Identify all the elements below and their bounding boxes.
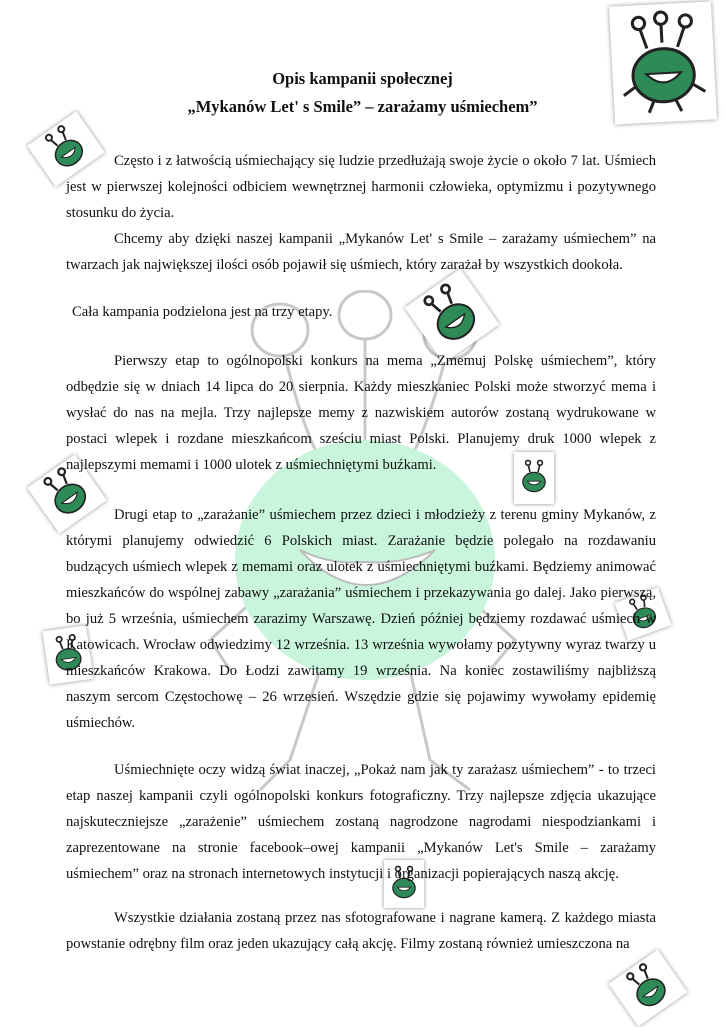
paragraph-documentation: Wszystkie działania zostaną przez nas sfotografowane i nagrane kamerą. Z każdego miasta powstanie odrębny film oraz jeden ukazujący całą akcję. Filmy zostaną również umieszczona na: [66, 910, 656, 952]
microbe-sticker-icon: [609, 949, 688, 1026]
paragraph-stage-three: Uśmiechnięte oczy widzą świat inaczej, „Pokaż nam jak ty zarażasz uśmiechem” - to trzeci etap naszej kampanii czyli ogólnopolski konkurs fotograficzny. Trzy najlepsze zdjęcia ukazujące najskuteczniejsze „zarażenie” uśmiechem zostaną nagrodzone nagrodami niespodziankami i zaprezentowane na stronie facebook–owej kampanii „Mykanów Let's Smile – zarażamy uśmiechem” oraz na stronach internetowych instytucji i organizacji popierających naszą akcję.: [66, 762, 656, 882]
document-subtitle: „Mykanów Let' s Smile” – zarażamy uśmiechem”: [187, 97, 538, 116]
paragraph-stage-one: Pierwszy etap to ogólnopolski konkurs na mema „Zmemuj Polskę uśmiechem”, który odbędzie się w dniach 14 lipca do 20 sierpnia. Każdy mieszkaniec Polski może stworzyć mema i wysłać do nas na mejla. Trzy najlepsze memy z nazwiskiem autorów zostaną wydrukowane w postaci wlepek i rozdane mieszkańcom sześciu miast Polski. Planujemy druk 1000 wlepek z najlepszymi memami i 1000 ulotek z uśmiechniętymi buźkami.: [66, 353, 656, 473]
paragraph-stages: Cała kampania podzielona jest na trzy etapy.: [72, 304, 333, 320]
document-title: Opis kampanii społecznej: [272, 69, 453, 88]
paragraph-intro: Często i z łatwością uśmiechający się ludzie przedłużają swoje życie o około 7 lat. Uśmiech jest w pierwszej kolejności odbiciem wewnętrznej harmonii człowieka, optymizmu i pozytywnego stosunku do życia.: [66, 153, 656, 221]
paragraph-goal: Chcemy aby dzięki naszej kampanii „Mykanów Let' s Smile – zarażamy uśmiechem” na twarzach jak największej ilości osób pojawił się uśmiech, który zarażał by wszystkich dookoła.: [66, 231, 656, 273]
paragraph-stage-two: Drugi etap to „zarażanie” uśmiechem przez dzieci i młodzieży z terenu gminy Mykanów, z którymi planujemy odwiedzić 6 Polskich miast. Zarażanie będzie polegało na rozdawaniu budzących uśmiech wlepek z memami oraz ulotek z uśmiechniętymi buźkami. Będziemy animować mieszkańców do wspólnej zabawy „zarażania” uśmiechem i przekazywania go dalej. Jako pierwszą, bo już 5 września, uśmiechem zarazimy Warszawę. Dzień później będziemy rozdawać uśmiech w Katowicach. Wrocław odwiedzimy 12 września. 13 września wywołamy pozytywny wyraz twarzy u mieszkańców Krakowa. Do Łodzi zawitamy 19 września. Na koniec zostawiliśmy najbliższą naszym sercom Częstochowę – 26 wrzesień. Wszędzie gdzie się pojawimy wywołamy epidemię uśmiechów.: [66, 507, 656, 731]
